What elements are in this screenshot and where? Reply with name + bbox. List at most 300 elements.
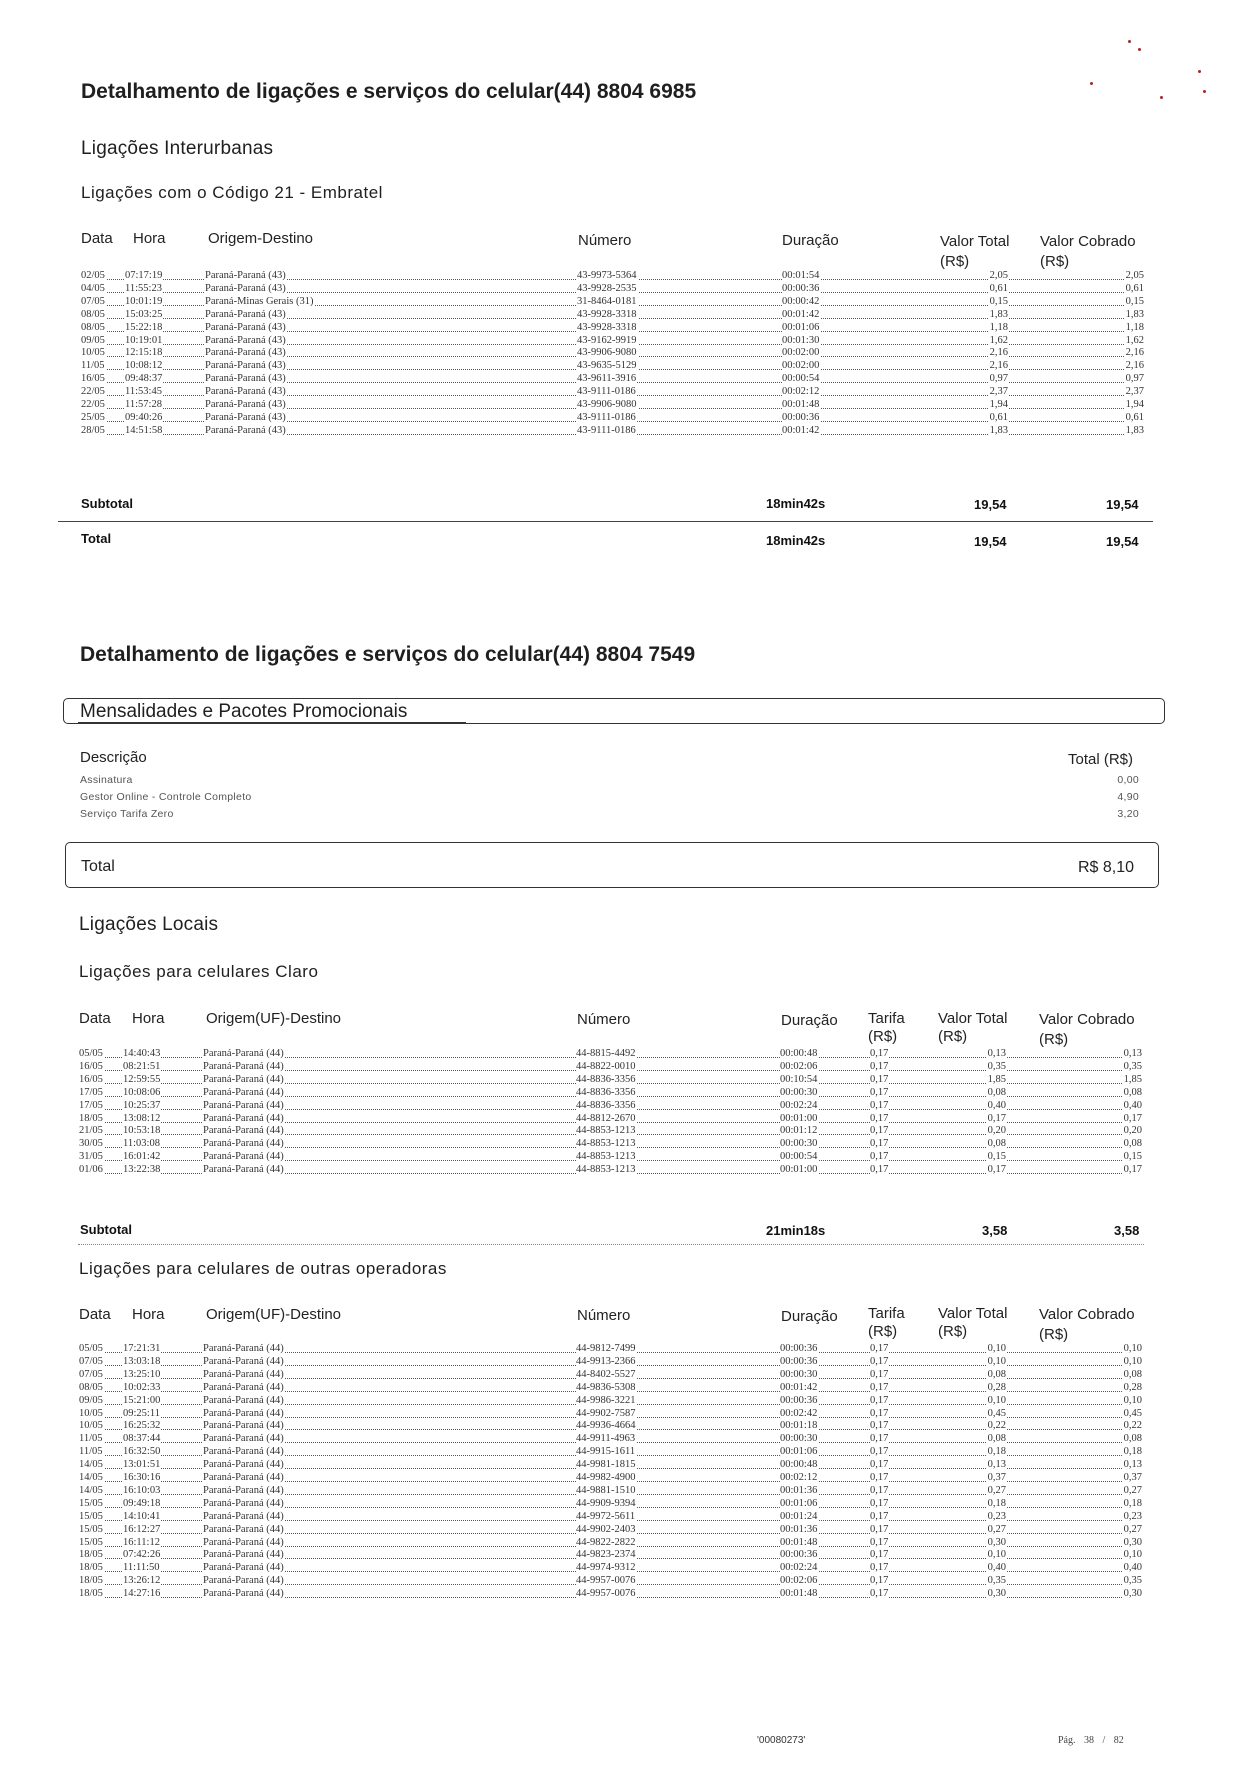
cell-tarifa: 0,17 bbox=[870, 1151, 889, 1163]
table-row bbox=[79, 1485, 1142, 1498]
cell-valor-total: 0,40 bbox=[987, 1562, 1006, 1574]
cell-valor-total: 0,17 bbox=[987, 1112, 1006, 1124]
cell-valor-cobrado: 2,37 bbox=[1125, 386, 1144, 398]
cell-data: 07/05 bbox=[79, 1355, 103, 1367]
cell-data: 10/05 bbox=[79, 1420, 103, 1432]
table-row bbox=[79, 1087, 1142, 1100]
cell-valor-total: 1,94 bbox=[989, 399, 1008, 410]
cell-hora: 15:22:18 bbox=[125, 321, 163, 333]
table-row bbox=[81, 347, 1144, 360]
cell-data: 11/05 bbox=[81, 360, 105, 372]
cell-data: 18/05 bbox=[79, 1575, 103, 1587]
total-label: Total bbox=[81, 531, 112, 546]
cell-valor-total: 1,62 bbox=[989, 334, 1008, 346]
cell-valor-cobrado: 0,18 bbox=[1123, 1497, 1142, 1509]
cell-valor-total: 0,45 bbox=[987, 1407, 1006, 1419]
cell-data: 09/05 bbox=[79, 1394, 103, 1406]
cell-duracao: 00:00:48 bbox=[780, 1459, 818, 1471]
cell-tarifa: 0,17 bbox=[870, 1343, 889, 1354]
col-header-descricao: Descrição bbox=[80, 749, 147, 766]
cell-valor-total: 1,85 bbox=[987, 1073, 1006, 1085]
table-row bbox=[79, 1498, 1142, 1511]
col-header-data: Data bbox=[79, 1010, 111, 1027]
cell-tarifa: 0,17 bbox=[870, 1497, 889, 1509]
cell-hora: 12:59:55 bbox=[123, 1073, 161, 1085]
section-title: Detalhamento de ligações e serviços do celular(44) 8804 7549 bbox=[80, 643, 696, 666]
cell-hora: 10:02:33 bbox=[123, 1381, 161, 1393]
table-row bbox=[79, 1395, 1142, 1408]
cell-numero: 43-9111-0186 bbox=[577, 424, 636, 436]
section-title: Detalhamento de ligações e serviços do celular(44) 8804 6985 bbox=[81, 80, 697, 103]
cell-hora: 08:21:51 bbox=[123, 1060, 161, 1072]
cell-valor-total: 0,18 bbox=[987, 1497, 1006, 1509]
table-row bbox=[79, 1048, 1142, 1061]
cell-origem: Paraná-Paraná (44) bbox=[203, 1138, 284, 1150]
total-valor-total: 19,54 bbox=[974, 534, 1007, 549]
col-header-duracao: Duração bbox=[781, 1308, 838, 1325]
table-row bbox=[79, 1472, 1142, 1485]
cell-valor-total: 0,20 bbox=[987, 1125, 1006, 1137]
cell-origem: Paraná-Paraná (44) bbox=[203, 1086, 284, 1098]
subtotal-valor-cobrado: 19,54 bbox=[1106, 497, 1139, 512]
cell-hora: 16:30:16 bbox=[123, 1472, 161, 1483]
cell-valor-cobrado: 0,10 bbox=[1123, 1343, 1142, 1354]
cell-valor-total: 1,83 bbox=[989, 424, 1008, 436]
cell-valor-total: 0,22 bbox=[987, 1420, 1006, 1432]
cell-origem: Paraná-Paraná (43) bbox=[205, 386, 286, 398]
cell-valor-total: 1,83 bbox=[989, 308, 1008, 320]
cell-valor-cobrado: 0,35 bbox=[1123, 1060, 1142, 1072]
cell-origem: Paraná-Paraná (44) bbox=[203, 1575, 284, 1587]
cell-origem: Paraná-Paraná (44) bbox=[203, 1099, 284, 1111]
cell-data: 15/05 bbox=[79, 1523, 103, 1535]
cell-data: 05/05 bbox=[79, 1048, 103, 1059]
cell-numero: 44-9836-5308 bbox=[576, 1381, 636, 1393]
cell-valor-cobrado: 2,16 bbox=[1125, 347, 1144, 359]
cell-valor-cobrado: 0,10 bbox=[1123, 1549, 1142, 1561]
cell-data: 25/05 bbox=[81, 411, 105, 423]
cell-tarifa: 0,17 bbox=[870, 1368, 889, 1380]
table-row bbox=[79, 1524, 1142, 1537]
cell-hora: 10:19:01 bbox=[125, 334, 163, 346]
page-number: Pág. 38 / 82 bbox=[1058, 1735, 1124, 1746]
cell-duracao: 00:00:30 bbox=[780, 1368, 818, 1380]
cell-tarifa: 0,17 bbox=[870, 1433, 889, 1445]
cell-valor-total: 0,61 bbox=[989, 411, 1008, 423]
cell-data: 11/05 bbox=[79, 1433, 103, 1445]
cell-data: 10/05 bbox=[81, 347, 105, 359]
subtotal-label: Subtotal bbox=[80, 1222, 132, 1237]
cell-valor-cobrado: 0,97 bbox=[1125, 373, 1144, 385]
cell-valor-total: 0,30 bbox=[987, 1536, 1006, 1548]
cell-data: 15/05 bbox=[79, 1510, 103, 1522]
cell-hora: 11:55:23 bbox=[125, 282, 162, 294]
cell-data: 16/05 bbox=[79, 1060, 103, 1072]
table-row bbox=[81, 360, 1144, 373]
cell-duracao: 00:01:00 bbox=[780, 1112, 818, 1124]
table-row bbox=[81, 335, 1144, 348]
cell-data: 07/05 bbox=[79, 1368, 103, 1380]
scan-speck bbox=[1090, 82, 1093, 85]
cell-valor-total: 0,10 bbox=[987, 1394, 1006, 1406]
scan-speck bbox=[1198, 70, 1201, 73]
table-row bbox=[79, 1369, 1142, 1382]
cell-duracao: 00:02:06 bbox=[780, 1060, 818, 1072]
cell-numero: 43-9928-3318 bbox=[577, 321, 637, 333]
cell-data: 02/05 bbox=[81, 270, 105, 281]
cell-data: 21/05 bbox=[79, 1125, 103, 1137]
cell-valor-cobrado: 1,85 bbox=[1123, 1073, 1142, 1085]
cell-tarifa: 0,17 bbox=[870, 1523, 889, 1535]
cell-tarifa: 0,17 bbox=[870, 1472, 889, 1483]
cell-numero: 44-9982-4900 bbox=[576, 1472, 636, 1483]
cell-hora: 16:12:27 bbox=[123, 1523, 161, 1535]
cell-tarifa: 0,17 bbox=[870, 1536, 889, 1548]
cell-duracao: 00:00:42 bbox=[782, 295, 820, 307]
cell-numero: 44-9974-9312 bbox=[576, 1562, 636, 1574]
cell-data: 18/05 bbox=[79, 1112, 103, 1124]
cell-origem: Paraná-Paraná (43) bbox=[205, 308, 286, 320]
cell-numero: 43-9635-5129 bbox=[577, 360, 637, 372]
cell-hora: 16:10:03 bbox=[123, 1484, 161, 1496]
total-box-label: Total bbox=[81, 858, 115, 875]
item-descricao: Assinatura bbox=[80, 774, 133, 786]
cell-numero: 43-9928-3318 bbox=[577, 308, 637, 320]
cell-data: 11/05 bbox=[79, 1446, 103, 1458]
table-row bbox=[81, 309, 1144, 322]
cell-valor-total: 2,16 bbox=[989, 360, 1008, 372]
cell-hora: 10:53:18 bbox=[123, 1125, 161, 1137]
cell-numero: 44-9986-3221 bbox=[576, 1394, 636, 1406]
cell-numero: 44-8853-1213 bbox=[576, 1151, 636, 1163]
cell-valor-total: 0,08 bbox=[987, 1433, 1006, 1445]
cell-hora: 08:37:44 bbox=[123, 1433, 161, 1445]
subtotal-duracao: 21min18s bbox=[766, 1223, 826, 1238]
cell-valor-total: 0,35 bbox=[987, 1060, 1006, 1072]
cell-numero: 44-9957-0076 bbox=[576, 1575, 636, 1587]
cell-numero: 44-9902-2403 bbox=[576, 1523, 636, 1535]
cell-numero: 44-9936-4664 bbox=[576, 1420, 636, 1432]
table-row bbox=[81, 283, 1144, 296]
cell-hora: 07:17:19 bbox=[125, 270, 163, 281]
cell-valor-cobrado: 1,18 bbox=[1125, 321, 1144, 333]
cell-valor-cobrado: 0,08 bbox=[1123, 1138, 1142, 1150]
table-row bbox=[79, 1343, 1142, 1356]
col-header-tarifa: Tarifa (R$) bbox=[868, 1305, 905, 1340]
table-row bbox=[81, 322, 1144, 335]
cell-tarifa: 0,17 bbox=[870, 1394, 889, 1406]
cell-data: 18/05 bbox=[79, 1588, 103, 1600]
cell-valor-cobrado: 1,83 bbox=[1125, 308, 1144, 320]
cell-origem: Paraná-Paraná (44) bbox=[203, 1510, 284, 1522]
cell-valor-total: 0,37 bbox=[987, 1472, 1006, 1483]
cell-valor-total: 0,08 bbox=[987, 1368, 1006, 1380]
divider bbox=[78, 1244, 1144, 1245]
col-header-valor-cobrado: Valor Cobrado (R$) bbox=[1040, 233, 1136, 270]
cell-valor-total: 0,28 bbox=[987, 1381, 1006, 1393]
cell-hora: 12:15:18 bbox=[125, 347, 163, 359]
cell-origem: Paraná-Paraná (43) bbox=[205, 282, 286, 294]
cell-duracao: 00:01:48 bbox=[782, 399, 820, 410]
cell-valor-cobrado: 0,40 bbox=[1123, 1099, 1142, 1111]
scan-speck bbox=[1138, 48, 1141, 51]
cell-numero: 44-9881-1510 bbox=[576, 1484, 636, 1496]
cell-origem: Paraná-Minas Gerais (31) bbox=[205, 295, 314, 307]
cell-numero: 44-8402-5527 bbox=[576, 1368, 636, 1380]
table-row bbox=[79, 1164, 1142, 1177]
subtotal-duracao: 18min42s bbox=[766, 496, 826, 511]
cell-valor-cobrado: 1,62 bbox=[1125, 334, 1144, 346]
cell-duracao: 00:00:54 bbox=[782, 373, 820, 385]
cell-valor-cobrado: 0,08 bbox=[1123, 1368, 1142, 1380]
cell-origem: Paraná-Paraná (44) bbox=[203, 1125, 284, 1137]
cell-duracao: 00:02:24 bbox=[780, 1562, 818, 1574]
cell-numero: 44-9911-4963 bbox=[576, 1433, 636, 1445]
table-row bbox=[79, 1575, 1142, 1588]
cell-valor-total: 1,18 bbox=[989, 321, 1008, 333]
table-row bbox=[79, 1549, 1142, 1562]
cell-numero: 44-9822-2822 bbox=[576, 1536, 636, 1548]
cell-valor-cobrado: 0,61 bbox=[1125, 411, 1144, 423]
col-header-tarifa: Tarifa (R$) bbox=[868, 1010, 905, 1045]
cell-valor-total: 2,16 bbox=[989, 347, 1008, 359]
total-box-value: R$ 8,10 bbox=[1078, 859, 1135, 876]
divider bbox=[58, 521, 1153, 522]
subtotal-valor-cobrado: 3,58 bbox=[1114, 1223, 1140, 1238]
cell-origem: Paraná-Paraná (44) bbox=[203, 1420, 284, 1432]
table-row bbox=[81, 296, 1144, 309]
col-header-valor-total: Valor Total (R$) bbox=[938, 1305, 1008, 1340]
cell-valor-total: 0,27 bbox=[987, 1484, 1006, 1496]
col-header-numero: Número bbox=[577, 1307, 631, 1324]
cell-hora: 15:03:25 bbox=[125, 308, 163, 320]
col-header-hora: Hora bbox=[132, 1306, 165, 1323]
cell-tarifa: 0,17 bbox=[870, 1060, 889, 1072]
cell-duracao: 00:01:24 bbox=[780, 1510, 818, 1522]
cell-origem: Paraná-Paraná (44) bbox=[203, 1549, 284, 1561]
cell-valor-total: 2,05 bbox=[989, 270, 1008, 281]
scan-speck bbox=[1128, 40, 1131, 43]
cell-tarifa: 0,17 bbox=[870, 1048, 889, 1059]
cell-origem: Paraná-Paraná (43) bbox=[205, 321, 286, 333]
cell-tarifa: 0,17 bbox=[870, 1484, 889, 1496]
table-row bbox=[79, 1382, 1142, 1395]
col-header-total: Total (R$) bbox=[1068, 751, 1134, 768]
cell-valor-cobrado: 1,94 bbox=[1125, 399, 1144, 410]
cell-valor-cobrado: 0,28 bbox=[1123, 1381, 1142, 1393]
cell-hora: 13:08:12 bbox=[123, 1112, 161, 1124]
cell-origem: Paraná-Paraná (44) bbox=[203, 1484, 284, 1496]
table-row bbox=[79, 1074, 1142, 1087]
cell-tarifa: 0,17 bbox=[870, 1099, 889, 1111]
cell-duracao: 00:01:06 bbox=[780, 1497, 818, 1509]
cell-duracao: 00:01:18 bbox=[780, 1420, 818, 1432]
cell-tarifa: 0,17 bbox=[870, 1138, 889, 1150]
cell-origem: Paraná-Paraná (44) bbox=[203, 1459, 284, 1471]
cell-tarifa: 0,17 bbox=[870, 1355, 889, 1367]
cell-hora: 13:26:12 bbox=[123, 1575, 161, 1587]
cell-hora: 11:11:50 bbox=[123, 1562, 160, 1574]
table-row bbox=[79, 1100, 1142, 1113]
cell-tarifa: 0,17 bbox=[870, 1164, 889, 1176]
cell-duracao: 00:01:42 bbox=[782, 308, 820, 320]
cell-hora: 09:40:26 bbox=[125, 411, 163, 423]
cell-numero: 43-9906-9080 bbox=[577, 399, 637, 410]
cell-numero: 43-9973-5364 bbox=[577, 270, 637, 281]
table-row bbox=[79, 1408, 1142, 1421]
cell-data: 14/05 bbox=[79, 1472, 103, 1483]
cell-valor-cobrado: 0,27 bbox=[1123, 1484, 1142, 1496]
table-row bbox=[79, 1588, 1142, 1601]
box-title: Mensalidades e Pacotes Promocionais bbox=[80, 701, 408, 722]
cell-valor-cobrado: 0,15 bbox=[1123, 1151, 1142, 1163]
cell-valor-total: 0,15 bbox=[987, 1151, 1006, 1163]
cell-duracao: 00:02:00 bbox=[782, 360, 820, 372]
cell-hora: 09:49:18 bbox=[123, 1497, 161, 1509]
cell-tarifa: 0,17 bbox=[870, 1086, 889, 1098]
cell-duracao: 00:01:42 bbox=[782, 424, 820, 436]
cell-valor-total: 0,23 bbox=[987, 1510, 1006, 1522]
cell-valor-cobrado: 0,08 bbox=[1123, 1086, 1142, 1098]
cell-hora: 10:01:19 bbox=[125, 295, 163, 307]
cell-data: 08/05 bbox=[81, 308, 105, 320]
cell-valor-cobrado: 0,37 bbox=[1123, 1472, 1142, 1483]
cell-numero: 44-8853-1213 bbox=[576, 1138, 636, 1150]
cell-valor-cobrado: 0,35 bbox=[1123, 1575, 1142, 1587]
cell-origem: Paraná-Paraná (44) bbox=[203, 1446, 284, 1458]
cell-duracao: 00:02:42 bbox=[780, 1407, 818, 1419]
subtotal-valor-total: 19,54 bbox=[974, 497, 1007, 512]
table-row bbox=[81, 412, 1144, 425]
cell-tarifa: 0,17 bbox=[870, 1459, 889, 1471]
cell-valor-cobrado: 0,45 bbox=[1123, 1407, 1142, 1419]
cell-duracao: 00:01:54 bbox=[782, 270, 820, 281]
cell-hora: 13:25:10 bbox=[123, 1368, 161, 1380]
cell-origem: Paraná-Paraná (44) bbox=[203, 1355, 284, 1367]
cell-valor-cobrado: 0,22 bbox=[1123, 1420, 1142, 1432]
cell-duracao: 00:00:48 bbox=[780, 1048, 818, 1059]
cell-data: 15/05 bbox=[79, 1497, 103, 1509]
cell-numero: 44-8836-3356 bbox=[576, 1099, 636, 1111]
cell-origem: Paraná-Paraná (44) bbox=[203, 1433, 284, 1445]
cell-valor-cobrado: 0,27 bbox=[1123, 1523, 1142, 1535]
cell-data: 28/05 bbox=[81, 424, 105, 436]
cell-origem: Paraná-Paraná (43) bbox=[205, 411, 286, 423]
cell-duracao: 00:01:06 bbox=[780, 1446, 818, 1458]
cell-valor-cobrado: 0,13 bbox=[1123, 1048, 1142, 1059]
cell-tarifa: 0,17 bbox=[870, 1407, 889, 1419]
cell-origem: Paraná-Paraná (43) bbox=[205, 360, 286, 372]
scan-speck bbox=[1203, 90, 1206, 93]
table-row bbox=[79, 1151, 1142, 1164]
cell-origem: Paraná-Paraná (44) bbox=[203, 1407, 284, 1419]
cell-data: 08/05 bbox=[81, 321, 105, 333]
col-header-valor-cobrado: Valor Cobrado (R$) bbox=[1039, 1011, 1135, 1048]
table-row bbox=[79, 1356, 1142, 1369]
cell-valor-cobrado: 0,30 bbox=[1123, 1588, 1142, 1600]
cell-origem: Paraná-Paraná (44) bbox=[203, 1381, 284, 1393]
item-valor: 3,20 bbox=[1117, 808, 1139, 820]
cell-valor-total: 0,61 bbox=[989, 282, 1008, 294]
col-header-data: Data bbox=[81, 230, 113, 247]
cell-hora: 14:10:41 bbox=[123, 1510, 161, 1522]
cell-numero: 43-9928-2535 bbox=[577, 282, 637, 294]
table-row bbox=[79, 1113, 1142, 1126]
cell-duracao: 00:00:54 bbox=[780, 1151, 818, 1163]
cell-data: 14/05 bbox=[79, 1484, 103, 1496]
cell-duracao: 00:01:42 bbox=[780, 1381, 818, 1393]
section-subheading: Ligações para celulares Claro bbox=[79, 962, 319, 981]
cell-tarifa: 0,17 bbox=[870, 1381, 889, 1393]
table-row bbox=[79, 1061, 1142, 1074]
table-row bbox=[81, 386, 1144, 399]
cell-origem: Paraná-Paraná (44) bbox=[203, 1394, 284, 1406]
cell-tarifa: 0,17 bbox=[870, 1562, 889, 1574]
cell-hora: 15:21:00 bbox=[123, 1394, 161, 1406]
cell-data: 14/05 bbox=[79, 1459, 103, 1471]
table-row bbox=[79, 1562, 1142, 1575]
cell-valor-cobrado: 0,17 bbox=[1123, 1112, 1142, 1124]
cell-origem: Paraná-Paraná (44) bbox=[203, 1588, 284, 1600]
cell-origem: Paraná-Paraná (44) bbox=[203, 1497, 284, 1509]
col-header-valor-total: Valor Total (R$) bbox=[938, 1010, 1008, 1045]
cell-hora: 11:03:08 bbox=[123, 1138, 160, 1150]
cell-numero: 44-8853-1213 bbox=[576, 1164, 636, 1176]
cell-origem: Paraná-Paraná (43) bbox=[205, 399, 286, 410]
cell-hora: 10:25:37 bbox=[123, 1099, 161, 1111]
cell-tarifa: 0,17 bbox=[870, 1549, 889, 1561]
cell-hora: 17:21:31 bbox=[123, 1343, 161, 1354]
item-valor: 4,90 bbox=[1117, 791, 1139, 803]
cell-hora: 14:51:58 bbox=[125, 424, 163, 436]
col-header-numero: Número bbox=[578, 232, 632, 249]
cell-origem: Paraná-Paraná (43) bbox=[205, 424, 286, 436]
cell-numero: 44-8815-4492 bbox=[576, 1048, 636, 1059]
subtotal-valor-total: 3,58 bbox=[982, 1223, 1008, 1238]
cell-data: 16/05 bbox=[79, 1073, 103, 1085]
cell-origem: Paraná-Paraná (43) bbox=[205, 270, 286, 281]
col-header-hora: Hora bbox=[132, 1010, 165, 1027]
cell-valor-total: 0,08 bbox=[987, 1086, 1006, 1098]
cell-tarifa: 0,17 bbox=[870, 1575, 889, 1587]
cell-valor-total: 0,10 bbox=[987, 1343, 1006, 1354]
cell-data: 22/05 bbox=[81, 386, 105, 398]
cell-valor-total: 0,27 bbox=[987, 1523, 1006, 1535]
col-header-duracao: Duração bbox=[781, 1012, 838, 1029]
table-row bbox=[79, 1446, 1142, 1459]
cell-valor-total: 0,10 bbox=[987, 1549, 1006, 1561]
cell-duracao: 00:02:24 bbox=[780, 1099, 818, 1111]
cell-valor-total: 0,18 bbox=[987, 1446, 1006, 1458]
section-subtitle: Ligações Interurbanas bbox=[81, 138, 274, 159]
cell-hora: 09:25:11 bbox=[123, 1407, 160, 1419]
cell-valor-cobrado: 0,08 bbox=[1123, 1433, 1142, 1445]
cell-numero: 43-9111-0186 bbox=[577, 386, 636, 398]
cell-duracao: 00:01:12 bbox=[780, 1125, 818, 1137]
cell-valor-total: 0,40 bbox=[987, 1099, 1006, 1111]
cell-data: 30/05 bbox=[79, 1138, 103, 1150]
cell-valor-cobrado: 0,61 bbox=[1125, 282, 1144, 294]
cell-duracao: 00:02:06 bbox=[780, 1575, 818, 1587]
cell-numero: 43-9611-3916 bbox=[577, 373, 637, 385]
cell-hora: 14:27:16 bbox=[123, 1588, 161, 1600]
cell-origem: Paraná-Paraná (43) bbox=[205, 347, 286, 359]
cell-valor-total: 0,13 bbox=[987, 1459, 1006, 1471]
cell-numero: 44-9823-2374 bbox=[576, 1549, 636, 1561]
footer-code: '00080273' bbox=[757, 1735, 806, 1746]
cell-origem: Paraná-Paraná (44) bbox=[203, 1151, 284, 1163]
section-subheading: Ligações com o Código 21 - Embratel bbox=[81, 183, 383, 202]
